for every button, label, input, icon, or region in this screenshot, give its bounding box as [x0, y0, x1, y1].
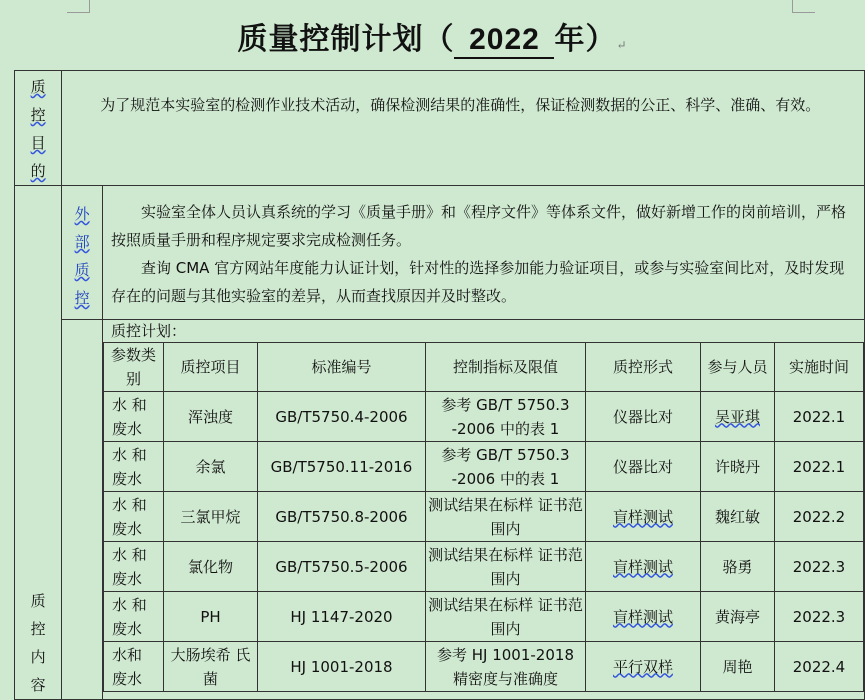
plan-title: 质控计划：: [110, 322, 186, 340]
table-row: 水 和 废水 PH HJ 1147-2020 测试结果在标样 证书范围内 盲样测试 黄海亭 2022.3: [103, 592, 863, 642]
header-person: 参与人员: [700, 343, 774, 392]
header-limit: 控制指标及限值: [425, 343, 585, 392]
header-item: 质控项目: [163, 343, 257, 392]
external-qc-row: [15, 186, 865, 320]
crop-mark-top-right: [792, 0, 815, 13]
purpose-row: [15, 71, 865, 186]
title-year: 2022: [454, 23, 554, 59]
title-prefix: 质量控制计划（: [237, 22, 455, 57]
external-qc-paragraph-2: 查询 CMA 官方网站年度能力认证计划，针对性的选择参加能力验证项目，或参与实验室间比对，及时发现存在的问题与其他实验室的差异，从而查找原因并及时整改。: [110, 259, 845, 305]
plan-header-row: [103, 343, 863, 392]
plan-cell: [102, 320, 864, 700]
title-suffix: 年）: [554, 22, 617, 57]
purpose-label: 质 控 目 的: [15, 71, 62, 186]
plan-table: [103, 342, 864, 692]
document-title: [0, 14, 865, 59]
paragraph-mark: ↵: [616, 38, 628, 52]
header-time: 实施时间: [774, 343, 863, 392]
table-row: 水 和 废水 浑浊度 GB/T5750.4-2006 参考 GB/T 5750.3 -2006 中的表 1 仪器比对 吴亚琪 2022.1: [103, 392, 863, 442]
purpose-text-cell: [62, 71, 865, 186]
table-row: 水 和 废水 三氯甲烷 GB/T5750.8-2006 测试结果在标样 证书范围内 盲样测试 魏红敏 2022.2: [103, 492, 863, 542]
header-standard: 标准编号: [257, 343, 425, 392]
header-category: 参数类别: [103, 343, 163, 392]
external-qc-paragraph-1: 实验室全体人员认真系统的学习《质量手册》和《程序文件》等体系文件，做好新增工作的岗前培训，严格按照质量手册和程序规定要求完成检测任务。: [110, 203, 846, 249]
content-label: 质 控 内 容: [15, 186, 62, 700]
crop-mark-top-left: [67, 0, 90, 13]
external-qc-label: 外 部 质 控: [62, 186, 103, 320]
table-row: 水 和 废水 余氯 GB/T5750.11-2016 参考 GB/T 5750.3 -2006 中的表 1 仪器比对 许晓丹 2022.1: [103, 442, 863, 492]
plan-spacer: [62, 320, 103, 700]
plan-row: [15, 320, 865, 700]
external-qc-text-cell: [102, 186, 864, 320]
purpose-text: 为了规范本实验室的检测作业技术活动，确保检测结果的准确性，保证检测数据的公正、科学、准确、有效。: [100, 96, 821, 114]
table-row: 水 和 废水 氯化物 GB/T5750.5-2006 测试结果在标样 证书范围内 盲样测试 骆勇 2022.3: [103, 542, 863, 592]
header-form: 质控形式: [585, 343, 700, 392]
quality-plan-table: [14, 70, 865, 700]
table-row: 水和 废水 大肠埃希 氏菌 HJ 1001-2018 参考 HJ 1001-2018 精密度与准确度 平行双样 周艳 2022.4: [103, 642, 863, 692]
